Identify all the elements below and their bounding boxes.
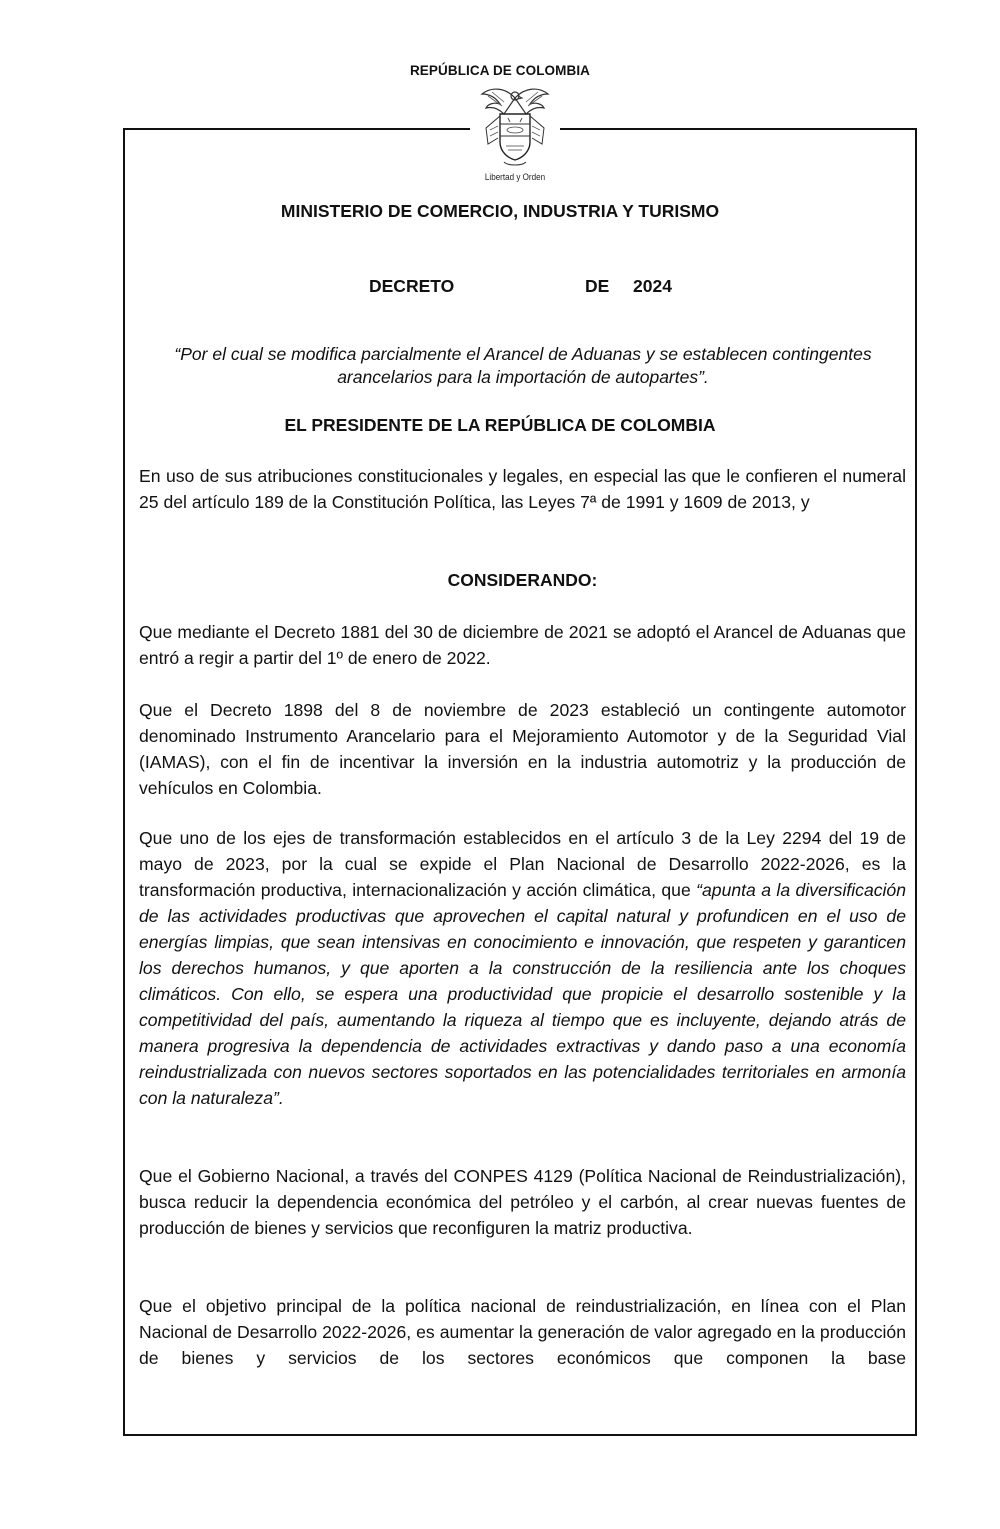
considerando-paragraph-5: Que el objetivo principal de la política nacional de reindustrialización, en línea con el Plan Nacional de Desarrollo 2022-2026, es aumentar la generación de valor agregado en la producción de bienes y servicios de los sectores económicos que componen la base: [139, 1296, 906, 1368]
country-header: REPÚBLICA DE COLOMBIA: [409, 63, 591, 78]
coat-of-arms: [470, 84, 560, 188]
considerando-paragraph-2: Que el Decreto 1898 del 8 de noviembre de 2023 estableció un contingente automotor denominado Instrumento Arancelario para el Mejoramiento Automotor y de la Seguridad Vial (IAMAS), con el fin de incentivar la inversión en la industria automotriz y la producción de vehículos en Colombia.: [139, 700, 906, 798]
decree-year: 2024: [633, 276, 672, 296]
paragraph-3-quote: “apunta a la diversificación de las actividades productivas que aprovechen el capital natural y profundicen en el uso de energías limpias, que sean intensivas en conocimiento e innovación, que respeten y garanticen los derechos humanos, y que aporten a la construcción de la resiliencia ante los choques climáticos. Con ello, se espera una productividad que propicie el desarrollo sostenible y la competitividad del país, aumentando la riqueza al tiempo que es incluyente, dejando atrás de manera progresiva la dependencia de actividades extractivas y dando paso a una economía reindustrializada con nuevos sectores soportados en las potencialidades territoriales en armonía con la naturaleza”.: [139, 880, 907, 1108]
considerando-paragraph-1: Que mediante el Decreto 1881 del 30 de diciembre de 2021 se adoptó el Arancel de Aduanas que entró a regir a partir del 1º de enero de 2022.: [139, 622, 906, 668]
preamble-paragraph: En uso de sus atribuciones constitucionales y legales, en especial las que le confieren el numeral 25 del artículo 189 de la Constitución Política, las Leyes 7ª de 1991 y 1609 de 2013, y: [139, 466, 906, 512]
decree-subtitle: “Por el cual se modifica parcialmente el Arancel de Aduanas y se establecen contingentes arancelarios para la importación de autopartes”.: [174, 344, 872, 387]
paragraph-3-intro: Que uno de los ejes de transformación establecidos en el artículo 3 de la Ley 2294 del 19 de mayo de 2023, por la cual se expide el Plan Nacional de Desarrollo 2022-2026, es la transformación productiva, internacionalización y acción climática, que: [139, 828, 906, 900]
decree-de-label: DE: [585, 276, 610, 296]
considerando-heading: CONSIDERANDO:: [447, 570, 598, 590]
coat-of-arms-icon: [478, 84, 552, 172]
issuer-title: EL PRESIDENTE DE LA REPÚBLICA DE COLOMBIA: [284, 415, 716, 435]
considerando-paragraph-3: [139, 825, 906, 1111]
seal-motto: Libertad y Orden: [484, 172, 546, 183]
ministry-title: MINISTERIO DE COMERCIO, INDUSTRIA Y TURISMO: [280, 201, 720, 221]
considerando-paragraph-4: Que el Gobierno Nacional, a través del CONPES 4129 (Política Nacional de Reindustrialización), busca reducir la dependencia económica del petróleo y el carbón, al crear nuevas fuentes de producción de bienes y servicios que reconfiguren la matriz productiva.: [139, 1166, 906, 1238]
decree-label: DECRETO: [369, 276, 455, 296]
